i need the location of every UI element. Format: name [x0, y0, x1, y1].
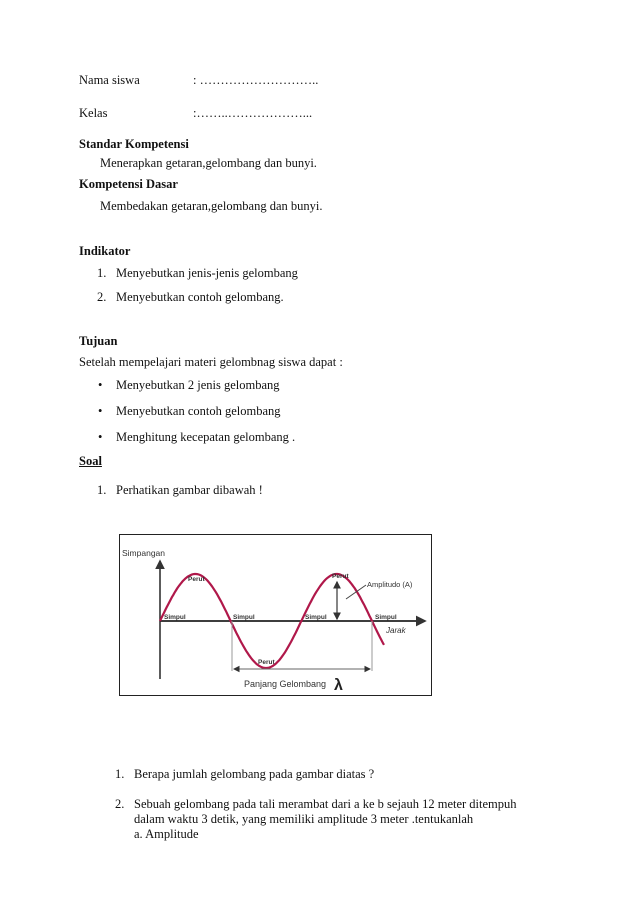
tujuan-item-3: Menghitung kecepatan gelombang .: [116, 430, 296, 444]
wavelength-label: Panjang Gelombang: [244, 679, 327, 689]
y-axis-label: Simpangan: [122, 548, 166, 558]
amplitude-label: Amplitudo (A): [367, 580, 413, 589]
bullet-3: •: [98, 430, 103, 444]
trough-label: Perut: [258, 659, 275, 666]
indikator-item-2: Menyebutkan contoh gelombang.: [116, 290, 284, 304]
q1-text: Perhatikan gambar dibawah !: [116, 483, 263, 497]
indikator-heading: Indikator: [79, 244, 131, 258]
sub-q2-line2: dalam waktu 3 detik, yang memiliki amplitude 3 meter .tentukanlah: [134, 812, 474, 826]
node-label-4: Simpul: [375, 614, 397, 621]
bullet-1: •: [98, 378, 103, 392]
x-axis-label: Jarak: [386, 626, 406, 635]
bullet-2: •: [98, 404, 103, 418]
indikator-num-1: 1.: [97, 266, 107, 280]
kd-text: Membedakan getaran,gelombang dan bunyi.: [100, 199, 323, 213]
wave-diagram: [120, 535, 431, 695]
crest-label-1: Perut: [188, 576, 205, 583]
lambda-symbol: λ: [334, 677, 343, 694]
sub-q1-text: Berapa jumlah gelombang pada gambar diatas ?: [134, 767, 375, 781]
soal-heading: Soal: [79, 454, 102, 468]
indikator-item-1: Menyebutkan jenis-jenis gelombang: [116, 266, 298, 280]
sub-q2-line1: Sebuah gelombang pada tali merambat dari a ke b sejauh 12 meter ditempuh: [134, 797, 517, 811]
q1-num: 1.: [97, 483, 107, 497]
node-label-1: Simpul: [164, 614, 186, 621]
amplitude-pointer: [346, 585, 366, 599]
kd-heading: Kompetensi Dasar: [79, 177, 178, 191]
class-label: Kelas: [79, 106, 108, 120]
node-label-2: Simpul: [233, 614, 255, 621]
sub-q1-num: 1.: [115, 767, 125, 781]
sk-heading: Standar Kompetensi: [79, 137, 189, 151]
sub-q2-num: 2.: [115, 797, 125, 811]
class-value: :……..………………...: [193, 106, 313, 120]
sk-text: Menerapkan getaran,gelombang dan bunyi.: [100, 156, 317, 170]
tujuan-item-1: Menyebutkan 2 jenis gelombang: [116, 378, 280, 392]
node-label-3: Simpul: [305, 614, 327, 621]
tujuan-item-2: Menyebutkan contoh gelombang: [116, 404, 281, 418]
tujuan-intro: Setelah mempelajari materi gelombnag siswa dapat :: [79, 355, 343, 369]
sub-q2-option-a: a. Amplitude: [134, 827, 199, 841]
tujuan-heading: Tujuan: [79, 334, 118, 348]
crest-label-2: Perut: [332, 573, 349, 580]
name-label: Nama siswa: [79, 73, 140, 87]
indikator-num-2: 2.: [97, 290, 107, 304]
wave-figure: [119, 534, 432, 696]
name-value: : ………………………..: [193, 73, 319, 87]
